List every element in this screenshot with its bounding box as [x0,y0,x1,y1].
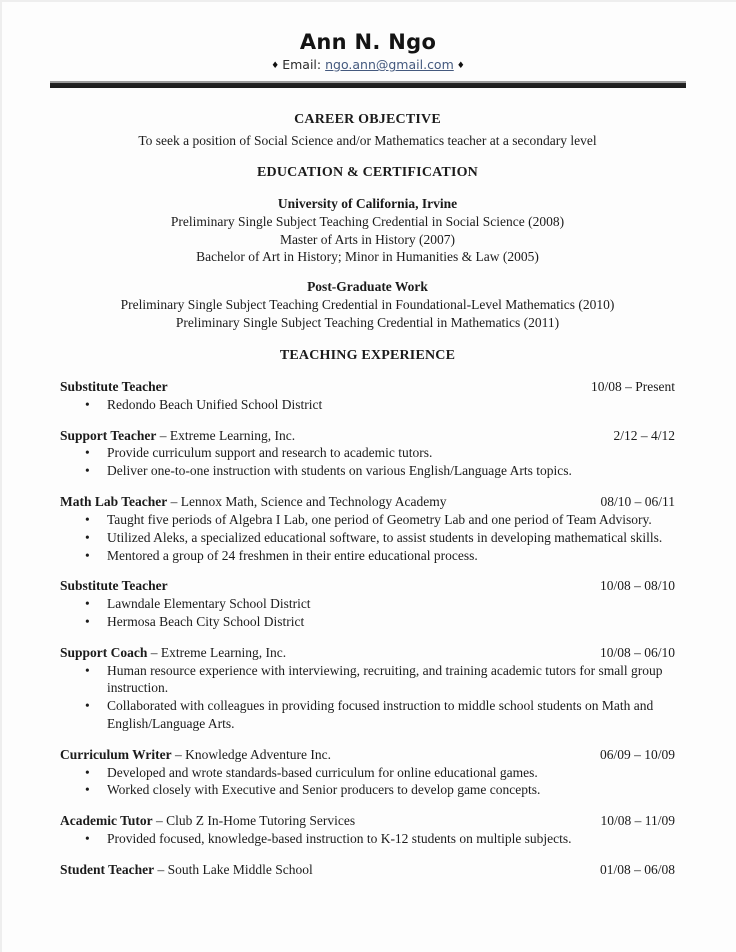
job-title-line [60,861,313,879]
section-experience [60,347,675,879]
section-title-experience: TEACHING EXPERIENCE [279,347,456,363]
job-title: Academic Tutor [60,813,153,829]
job-company: – Knowledge Adventure Inc. [174,746,331,762]
job-title: Math Lab Teacher [60,494,168,510]
education-group [60,278,675,331]
job-header [60,644,675,662]
education-school: University of California, Irvine [277,195,458,211]
email-label: Email: [282,57,322,73]
header-divider [50,81,686,88]
section-title-career-objective: CAREER OBJECTIVE [294,112,441,128]
job-bullet: • Developed and wrote standards-based curriculum for online educational games. [85,764,675,782]
section-career-objective [60,111,675,149]
job-bullet: • Deliver one-to-one instruction with students on various English/Language Arts topics. [85,462,675,480]
education-line: Preliminary Single Subject Teaching Credential in Mathematics (2011) [175,314,560,330]
job-title-line [60,427,295,445]
job-bullet: • Taught five periods of Algebra I Lab, one period of Geometry Lab and one period of Team Advisory. [85,511,675,529]
resume-body [60,111,675,879]
job-bullet: • Mentored a group of 24 freshmen in their entire educational process. [85,547,675,565]
job-company: – Lennox Math, Science and Technology Academy [170,494,447,510]
job-bullets [60,444,675,480]
job-title-line [60,746,331,764]
education-line: Preliminary Single Subject Teaching Credential in Social Science (2008) [170,213,565,229]
job-title: Substitute Teacher [60,379,168,395]
job-title: Substitute Teacher [60,578,168,594]
job-title-line [60,644,286,662]
job-entry [60,812,675,848]
job-entry [60,493,675,564]
job-header [60,577,675,595]
job-bullets [60,396,675,414]
job-title-line [60,812,355,830]
job-bullets [60,662,675,733]
contact-line [0,57,736,72]
job-bullet: • Collaborated with colleagues in providing focused instruction to middle school students on Math and English/Language Arts. [85,697,675,733]
job-entry [60,644,675,733]
job-bullet: • Provide curriculum support and research to academic tutors. [85,444,675,462]
job-dates: 08/10 – 06/11 [600,494,675,510]
job-dates: 10/08 – 06/10 [599,644,675,660]
job-dates: 06/09 – 10/09 [599,746,675,762]
education-line: Bachelor of Art in History; Minor in Humanities & Law (2005) [196,249,539,265]
education-line: Preliminary Single Subject Teaching Credential in Foundational-Level Mathematics (2010) [120,296,615,312]
job-header [60,861,675,879]
job-bullet: • Hermosa Beach City School District [85,613,675,631]
resume-header [0,30,736,72]
education-group [60,195,675,266]
job-title: Support Coach [60,644,148,660]
job-header [60,493,675,511]
job-bullet: • Redondo Beach Unified School District [85,396,675,414]
job-title-line [60,493,447,511]
job-bullets [60,830,675,848]
job-bullet: • Utilized Aleks, a specialized educational software, to assist students in developing mathematical skills. [85,529,675,547]
job-bullet: • Worked closely with Executive and Senior producers to develop game concepts. [85,781,675,799]
person-name: Ann N. Ngo [299,30,437,54]
job-company: – Extreme Learning, Inc. [150,644,287,660]
job-bullet: • Lawndale Elementary School District [85,595,675,613]
job-header [60,378,675,396]
job-company: – South Lake Middle School [157,861,313,877]
job-entry [60,427,675,480]
job-entry [60,378,675,414]
job-bullet: • Human resource experience with interviewing, recruiting, and training academic tutors for small group instruction. [85,662,675,698]
education-school: Post-Graduate Work [307,279,428,295]
job-header [60,427,675,445]
job-bullets [60,511,675,564]
job-dates: 10/08 – 08/10 [599,578,675,594]
job-dates: 01/08 – 06/08 [599,861,675,877]
job-entry [60,746,675,799]
section-education [60,164,675,331]
job-title: Support Teacher [60,427,157,443]
job-title: Curriculum Writer [60,746,172,762]
diamond-icon: ♦ [456,61,465,72]
job-company: – Extreme Learning, Inc. [159,427,296,443]
diamond-icon: ♦ [271,61,280,72]
job-header [60,812,675,830]
section-title-education: EDUCATION & CERTIFICATION [256,165,478,181]
email-link[interactable]: ngo.ann@gmail.com [325,57,454,73]
job-dates: 10/08 – 11/09 [600,813,675,829]
education-line: Master of Arts in History (2007) [279,231,456,247]
job-dates: 2/12 – 4/12 [613,427,675,443]
job-title: Student Teacher [60,861,155,877]
job-bullets [60,595,675,631]
job-entry [60,577,675,630]
job-title-line [60,378,168,396]
job-entry [60,861,675,879]
job-dates: 10/08 – Present [591,379,675,395]
job-bullets [60,764,675,800]
job-company: – Club Z In-Home Tutoring Services [156,813,356,829]
job-title-line [60,577,168,595]
job-bullet: • Provided focused, knowledge-based instruction to K-12 students on multiple subjects. [85,830,675,848]
career-objective-text: To seek a position of Social Science and/or Mathematics teacher at a secondary level [138,132,597,148]
job-header [60,746,675,764]
